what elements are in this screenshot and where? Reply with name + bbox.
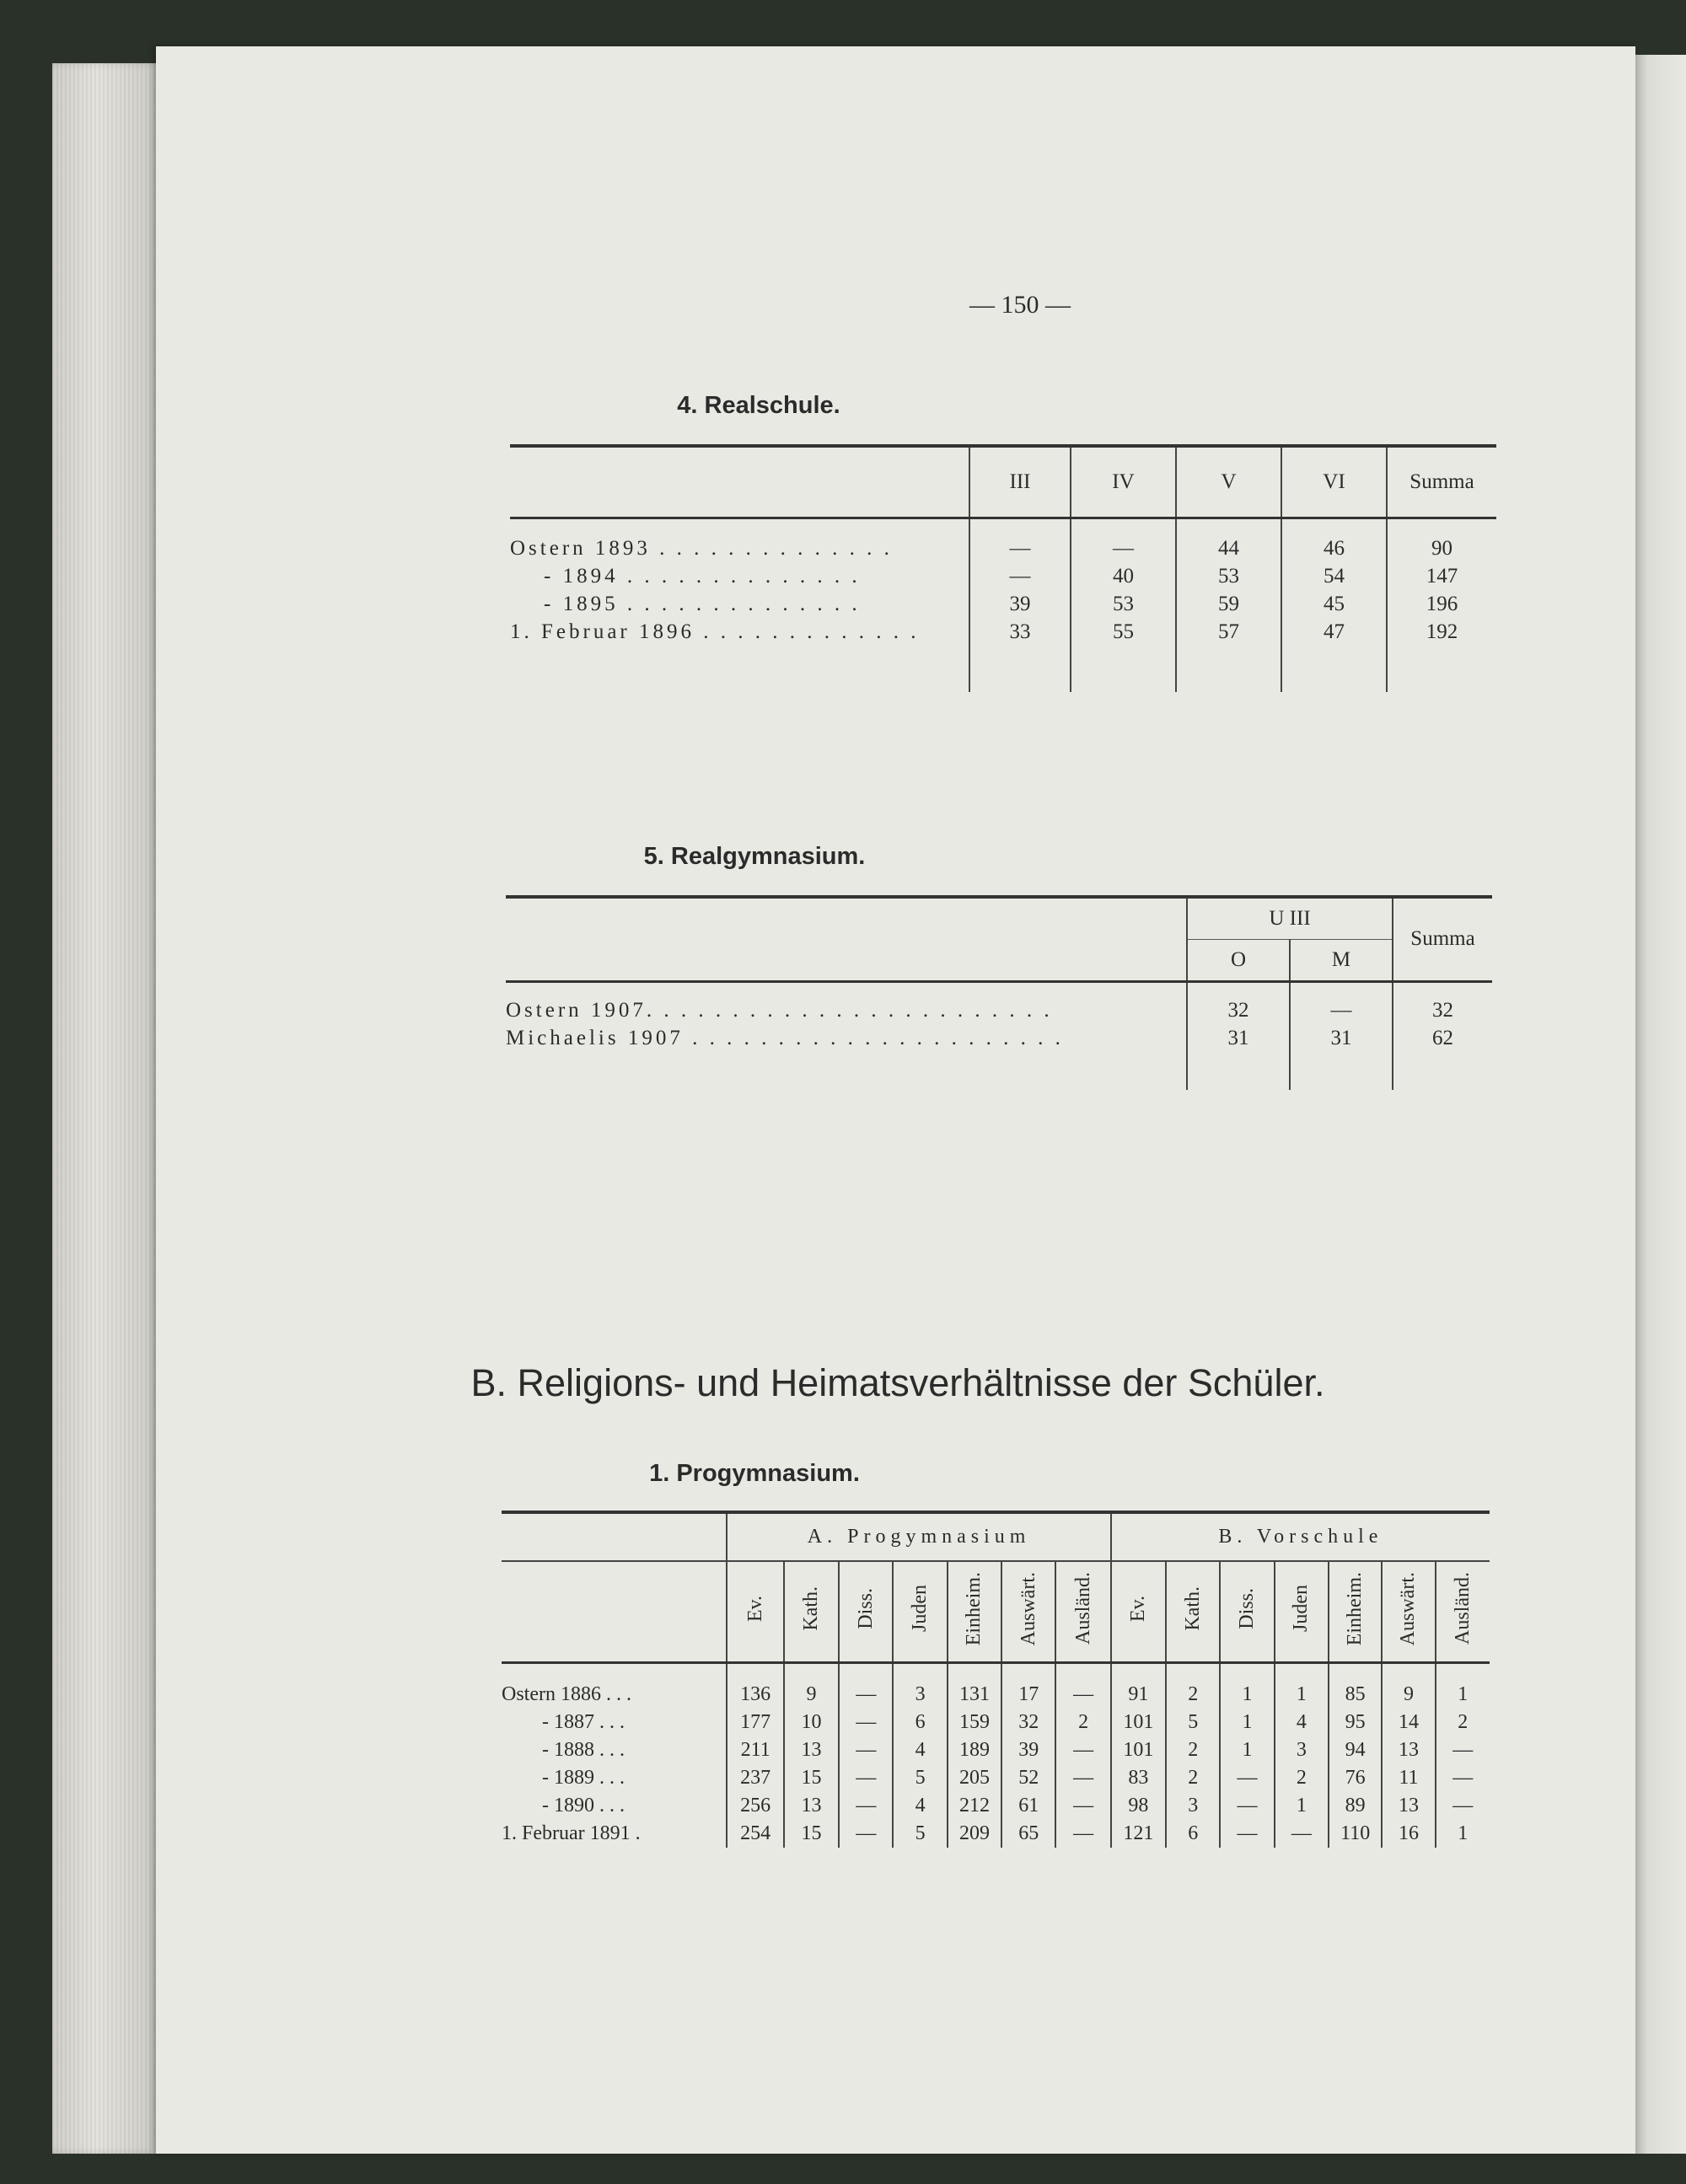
cell: 192	[1387, 618, 1496, 646]
cell: 3	[1166, 1792, 1220, 1820]
cell: 212	[948, 1792, 1001, 1820]
cell: 13	[784, 1736, 839, 1764]
cell: 61	[1001, 1792, 1055, 1820]
cell: 5	[1166, 1709, 1220, 1736]
cell: 254	[727, 1820, 783, 1848]
section-b-title: B. Religions- und Heimatsverhältnisse der Schüler.	[470, 1361, 1325, 1404]
table-row	[506, 1024, 1492, 1052]
row-label: - 1888 . . .	[542, 1739, 625, 1761]
table-row	[502, 1681, 1490, 1709]
cell: —	[1071, 534, 1176, 562]
cell: 1	[1436, 1820, 1490, 1848]
cell: 131	[948, 1681, 1001, 1709]
group-header-b: B. Vorschule	[1111, 1512, 1490, 1561]
column-header: Diss.	[854, 1587, 877, 1629]
cell: 159	[948, 1709, 1001, 1736]
cell: 1	[1220, 1681, 1274, 1709]
row-label: - 1895 . . . . . . . . . . . . . .	[544, 592, 861, 615]
group-header-a: A. Progymnasium	[727, 1512, 1110, 1561]
cell: 59	[1176, 590, 1281, 618]
row-label: 1. Februar 1891 .	[502, 1822, 641, 1844]
cell: 91	[1111, 1681, 1166, 1709]
cell: 83	[1111, 1764, 1166, 1792]
cell: 2	[1166, 1764, 1220, 1792]
column-header: Einheim.	[1344, 1571, 1367, 1645]
column-header: Ev.	[1126, 1595, 1149, 1622]
realschule-col-header: III	[969, 446, 1071, 518]
cell: —	[1055, 1681, 1110, 1709]
row-label: - 1894 . . . . . . . . . . . . . .	[544, 564, 861, 588]
row-label: Ostern 1907. . . . . . . . . . . . . . . . . . . . . . . .	[506, 998, 1053, 1022]
cell: 32	[1393, 996, 1492, 1024]
cell: 32	[1001, 1709, 1055, 1736]
realschule-col-header: V	[1176, 446, 1281, 518]
realschule-col-header: Summa	[1387, 446, 1496, 518]
realschule-header-stub	[510, 446, 969, 518]
cell: —	[839, 1820, 893, 1848]
cell: —	[1055, 1820, 1110, 1848]
cell: 85	[1329, 1681, 1382, 1709]
cell: 31	[1187, 1024, 1290, 1052]
row-label: - 1889 . . .	[542, 1767, 625, 1789]
realgymnasium-header-stub	[506, 897, 1187, 939]
cell: 45	[1281, 590, 1387, 618]
realgymnasium-summa-header: Summa	[1393, 897, 1492, 981]
column-header: Auswärt.	[1397, 1571, 1420, 1645]
cell: 65	[1001, 1820, 1055, 1848]
cell: 101	[1111, 1709, 1166, 1736]
row-label: Ostern 1893 . . . . . . . . . . . . . .	[510, 536, 893, 560]
cell: 14	[1382, 1709, 1435, 1736]
progymnasium-group-row	[502, 1512, 1490, 1561]
realschule-header-row	[510, 446, 1496, 518]
cell: 209	[948, 1820, 1001, 1848]
cell: 1	[1436, 1681, 1490, 1709]
row-label: 1. Februar 1896 . . . . . . . . . . . . .	[510, 620, 920, 643]
table-row	[502, 1792, 1490, 1820]
cell: —	[1436, 1792, 1490, 1820]
cell: —	[1055, 1764, 1110, 1792]
cell: 39	[1001, 1736, 1055, 1764]
cell: 62	[1393, 1024, 1492, 1052]
row-label: - 1887 . . .	[542, 1711, 625, 1733]
column-header: Kath.	[800, 1586, 822, 1631]
cell: —	[839, 1736, 893, 1764]
cell: —	[969, 534, 1071, 562]
cell: —	[1220, 1764, 1274, 1792]
book-page-edges	[52, 63, 162, 2154]
cell: 57	[1176, 618, 1281, 646]
cell: 4	[1275, 1709, 1329, 1736]
progymnasium-table	[502, 1511, 1490, 1848]
cell: 1	[1275, 1792, 1329, 1820]
cell: 47	[1281, 618, 1387, 646]
cell: 136	[727, 1681, 783, 1709]
cell: 33	[969, 618, 1071, 646]
table-row	[510, 590, 1496, 618]
realgymnasium-sub-header: O	[1187, 939, 1290, 981]
cell: 2	[1166, 1681, 1220, 1709]
cell: —	[839, 1764, 893, 1792]
cell: 237	[727, 1764, 783, 1792]
cell: 90	[1387, 534, 1496, 562]
cell: 1	[1275, 1681, 1329, 1709]
column-header: Diss.	[1236, 1587, 1259, 1629]
cell: 13	[1382, 1736, 1435, 1764]
cell: —	[1220, 1820, 1274, 1848]
cell: —	[1275, 1820, 1329, 1848]
row-label: - 1890 . . .	[542, 1795, 625, 1816]
cell: 121	[1111, 1820, 1166, 1848]
cell: 53	[1071, 590, 1176, 618]
cell: 110	[1329, 1820, 1382, 1848]
cell: —	[839, 1709, 893, 1736]
cell: 44	[1176, 534, 1281, 562]
cell: 31	[1290, 1024, 1393, 1052]
cell: —	[1436, 1736, 1490, 1764]
cell: 15	[784, 1820, 839, 1848]
cell: 101	[1111, 1736, 1166, 1764]
column-header: Juden	[909, 1585, 932, 1633]
cell: 6	[893, 1709, 947, 1736]
cell: 5	[893, 1764, 947, 1792]
realgymnasium-header-row	[506, 897, 1492, 939]
column-header: Einheim.	[963, 1571, 985, 1645]
realgymnasium-table	[506, 895, 1492, 1090]
realgymnasium-group-header: U III	[1187, 897, 1393, 939]
cell: —	[1055, 1792, 1110, 1820]
cell: 256	[727, 1792, 783, 1820]
cell: 1	[1220, 1736, 1274, 1764]
cell: 13	[1382, 1792, 1435, 1820]
cell: 3	[893, 1681, 947, 1709]
cell: —	[839, 1792, 893, 1820]
column-header: Ausländ.	[1071, 1572, 1094, 1645]
cell: 55	[1071, 618, 1176, 646]
book-page	[156, 46, 1635, 2154]
table-row	[502, 1820, 1490, 1848]
column-header: Juden	[1290, 1585, 1313, 1633]
cell: 95	[1329, 1709, 1382, 1736]
cell: 10	[784, 1709, 839, 1736]
cell: 39	[969, 590, 1071, 618]
adjacent-page-edge	[1631, 55, 1686, 2154]
table-row	[510, 562, 1496, 590]
table-row	[506, 996, 1492, 1024]
cell: 205	[948, 1764, 1001, 1792]
realgymnasium-title: 5. Realgymnasium.	[643, 843, 866, 870]
cell: 189	[948, 1736, 1001, 1764]
cell: 9	[784, 1681, 839, 1709]
column-header: Kath.	[1181, 1586, 1204, 1631]
progymnasium-title: 1. Progymnasium.	[649, 1460, 860, 1487]
page-number: — 150 —	[969, 291, 1071, 319]
cell: 1	[1220, 1709, 1274, 1736]
cell: —	[839, 1681, 893, 1709]
cell: 94	[1329, 1736, 1382, 1764]
row-label: Ostern 1886 . . .	[502, 1683, 631, 1705]
column-header: Auswärt.	[1017, 1571, 1039, 1645]
cell: 2	[1275, 1764, 1329, 1792]
cell: 4	[893, 1792, 947, 1820]
cell: 2	[1055, 1709, 1110, 1736]
cell: 4	[893, 1736, 947, 1764]
cell: —	[1290, 996, 1393, 1024]
cell: 53	[1176, 562, 1281, 590]
progymnasium-column-row	[502, 1561, 1490, 1662]
cell: 15	[784, 1764, 839, 1792]
realschule-title: 4. Realschule.	[677, 392, 840, 419]
column-header: Ausländ.	[1451, 1572, 1474, 1645]
cell: 76	[1329, 1764, 1382, 1792]
column-header: Ev.	[744, 1595, 766, 1622]
cell: 6	[1166, 1820, 1220, 1848]
cell: 11	[1382, 1764, 1435, 1792]
cell: 52	[1001, 1764, 1055, 1792]
cell: —	[969, 562, 1071, 590]
cell: 196	[1387, 590, 1496, 618]
cell: 32	[1187, 996, 1290, 1024]
cell: 9	[1382, 1681, 1435, 1709]
cell: 40	[1071, 562, 1176, 590]
cell: 5	[893, 1820, 947, 1848]
realschule-col-header: IV	[1071, 446, 1176, 518]
cell: 89	[1329, 1792, 1382, 1820]
cell: 16	[1382, 1820, 1435, 1848]
table-row	[510, 618, 1496, 646]
cell: 17	[1001, 1681, 1055, 1709]
cell: —	[1220, 1792, 1274, 1820]
cell: 54	[1281, 562, 1387, 590]
table-row	[502, 1736, 1490, 1764]
cell: 147	[1387, 562, 1496, 590]
table-row	[502, 1709, 1490, 1736]
realgymnasium-sub-header: M	[1290, 939, 1393, 981]
row-label: Michaelis 1907 . . . . . . . . . . . . . . . . . . . . . .	[506, 1026, 1064, 1049]
table-row	[502, 1764, 1490, 1792]
cell: 2	[1436, 1709, 1490, 1736]
progymnasium-header-stub	[502, 1512, 727, 1561]
cell: 211	[727, 1736, 783, 1764]
cell: 46	[1281, 534, 1387, 562]
table-row	[510, 534, 1496, 562]
cell: 98	[1111, 1792, 1166, 1820]
cell: 2	[1166, 1736, 1220, 1764]
cell: 177	[727, 1709, 783, 1736]
cell: —	[1055, 1736, 1110, 1764]
realschule-col-header: VI	[1281, 446, 1387, 518]
cell: 3	[1275, 1736, 1329, 1764]
realgymnasium-subheader-row	[506, 939, 1492, 981]
realschule-table	[510, 444, 1496, 692]
cell: 13	[784, 1792, 839, 1820]
cell: —	[1436, 1764, 1490, 1792]
